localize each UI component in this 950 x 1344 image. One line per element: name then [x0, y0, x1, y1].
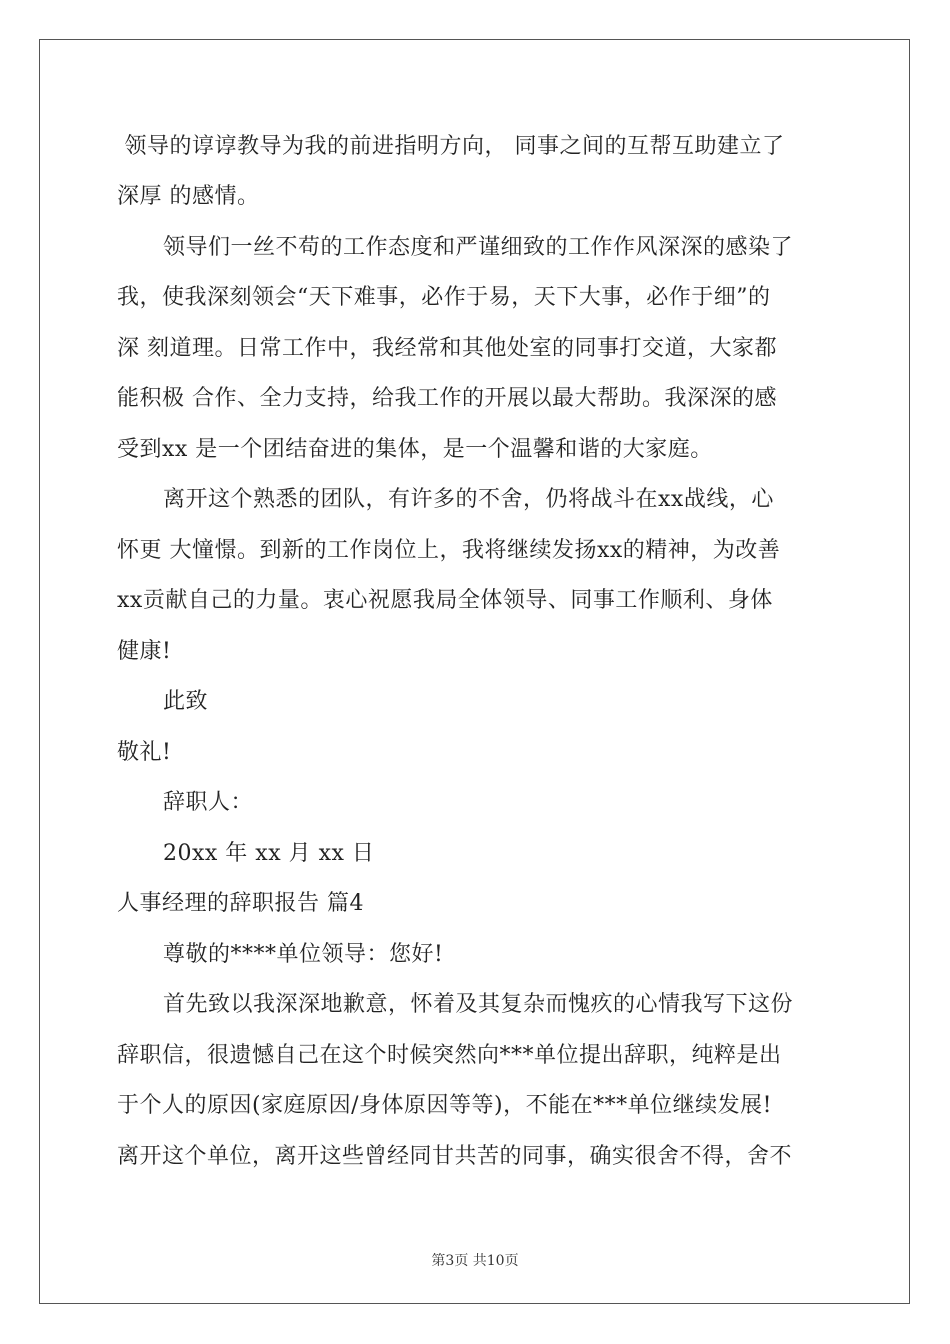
signature-label: 辞职人： [163, 790, 254, 815]
text-line: 领导们一丝不苟的工作态度和严谨细致的工作作风深深的感染了 [163, 235, 794, 260]
text-line: 辞职信，很遗憾自己在这个时候突然向***单位提出辞职，纯粹是出 [117, 1043, 782, 1068]
page-number: 第3页 共10页 [431, 1253, 519, 1269]
section-heading: 人事经理的辞职报告 篇4 [117, 891, 364, 916]
text-line: 深 刻道理。日常工作中，我经常和其他处室的同事打交道，大家都 [117, 336, 777, 361]
text-line: 首先致以我深深地歉意，怀着及其复杂而愧疚的心情我写下这份 [163, 992, 794, 1017]
text-line: xx贡献自己的力量。衷心祝愿我局全体领导、同事工作顺利、身体 [117, 588, 773, 613]
text-line: 深厚 的感情。 [117, 184, 260, 209]
text-line: 于个人的原因(家庭原因/身体原因等等)，不能在***单位继续发展! [117, 1093, 772, 1118]
text-line: 能积极 合作、全力支持，给我工作的开展以最大帮助。我深深的感 [117, 386, 777, 411]
text-line: 受到xx 是一个团结奋进的集体，是一个温馨和谐的大家庭。 [117, 437, 713, 462]
text-line: 领导的谆谆教导为我的前进指明方向， 同事之间的互帮互助建立了 [117, 134, 785, 159]
text-line: 离开这个熟悉的团队，有许多的不舍，仍将战斗在xx战线，心 [163, 487, 774, 512]
closing-salute: 敬礼! [117, 740, 172, 765]
closing-greeting: 此致 [163, 689, 209, 714]
text-line: 我，使我深刻领会“天下难事，必作于易，天下大事，必作于细”的 [117, 285, 771, 310]
text-line: 离开这个单位，离开这些曾经同甘共苦的同事，确实很舍不得，舍不 [117, 1144, 793, 1169]
text-line: 健康! [117, 639, 172, 664]
text-line: 怀更 大憧憬。到新的工作岗位上，我将继续发扬xx的精神，为改善 [117, 538, 781, 563]
date-line: 20xx 年 xx 月 xx 日 [163, 841, 375, 866]
salutation: 尊敬的****单位领导：您好! [163, 942, 444, 967]
